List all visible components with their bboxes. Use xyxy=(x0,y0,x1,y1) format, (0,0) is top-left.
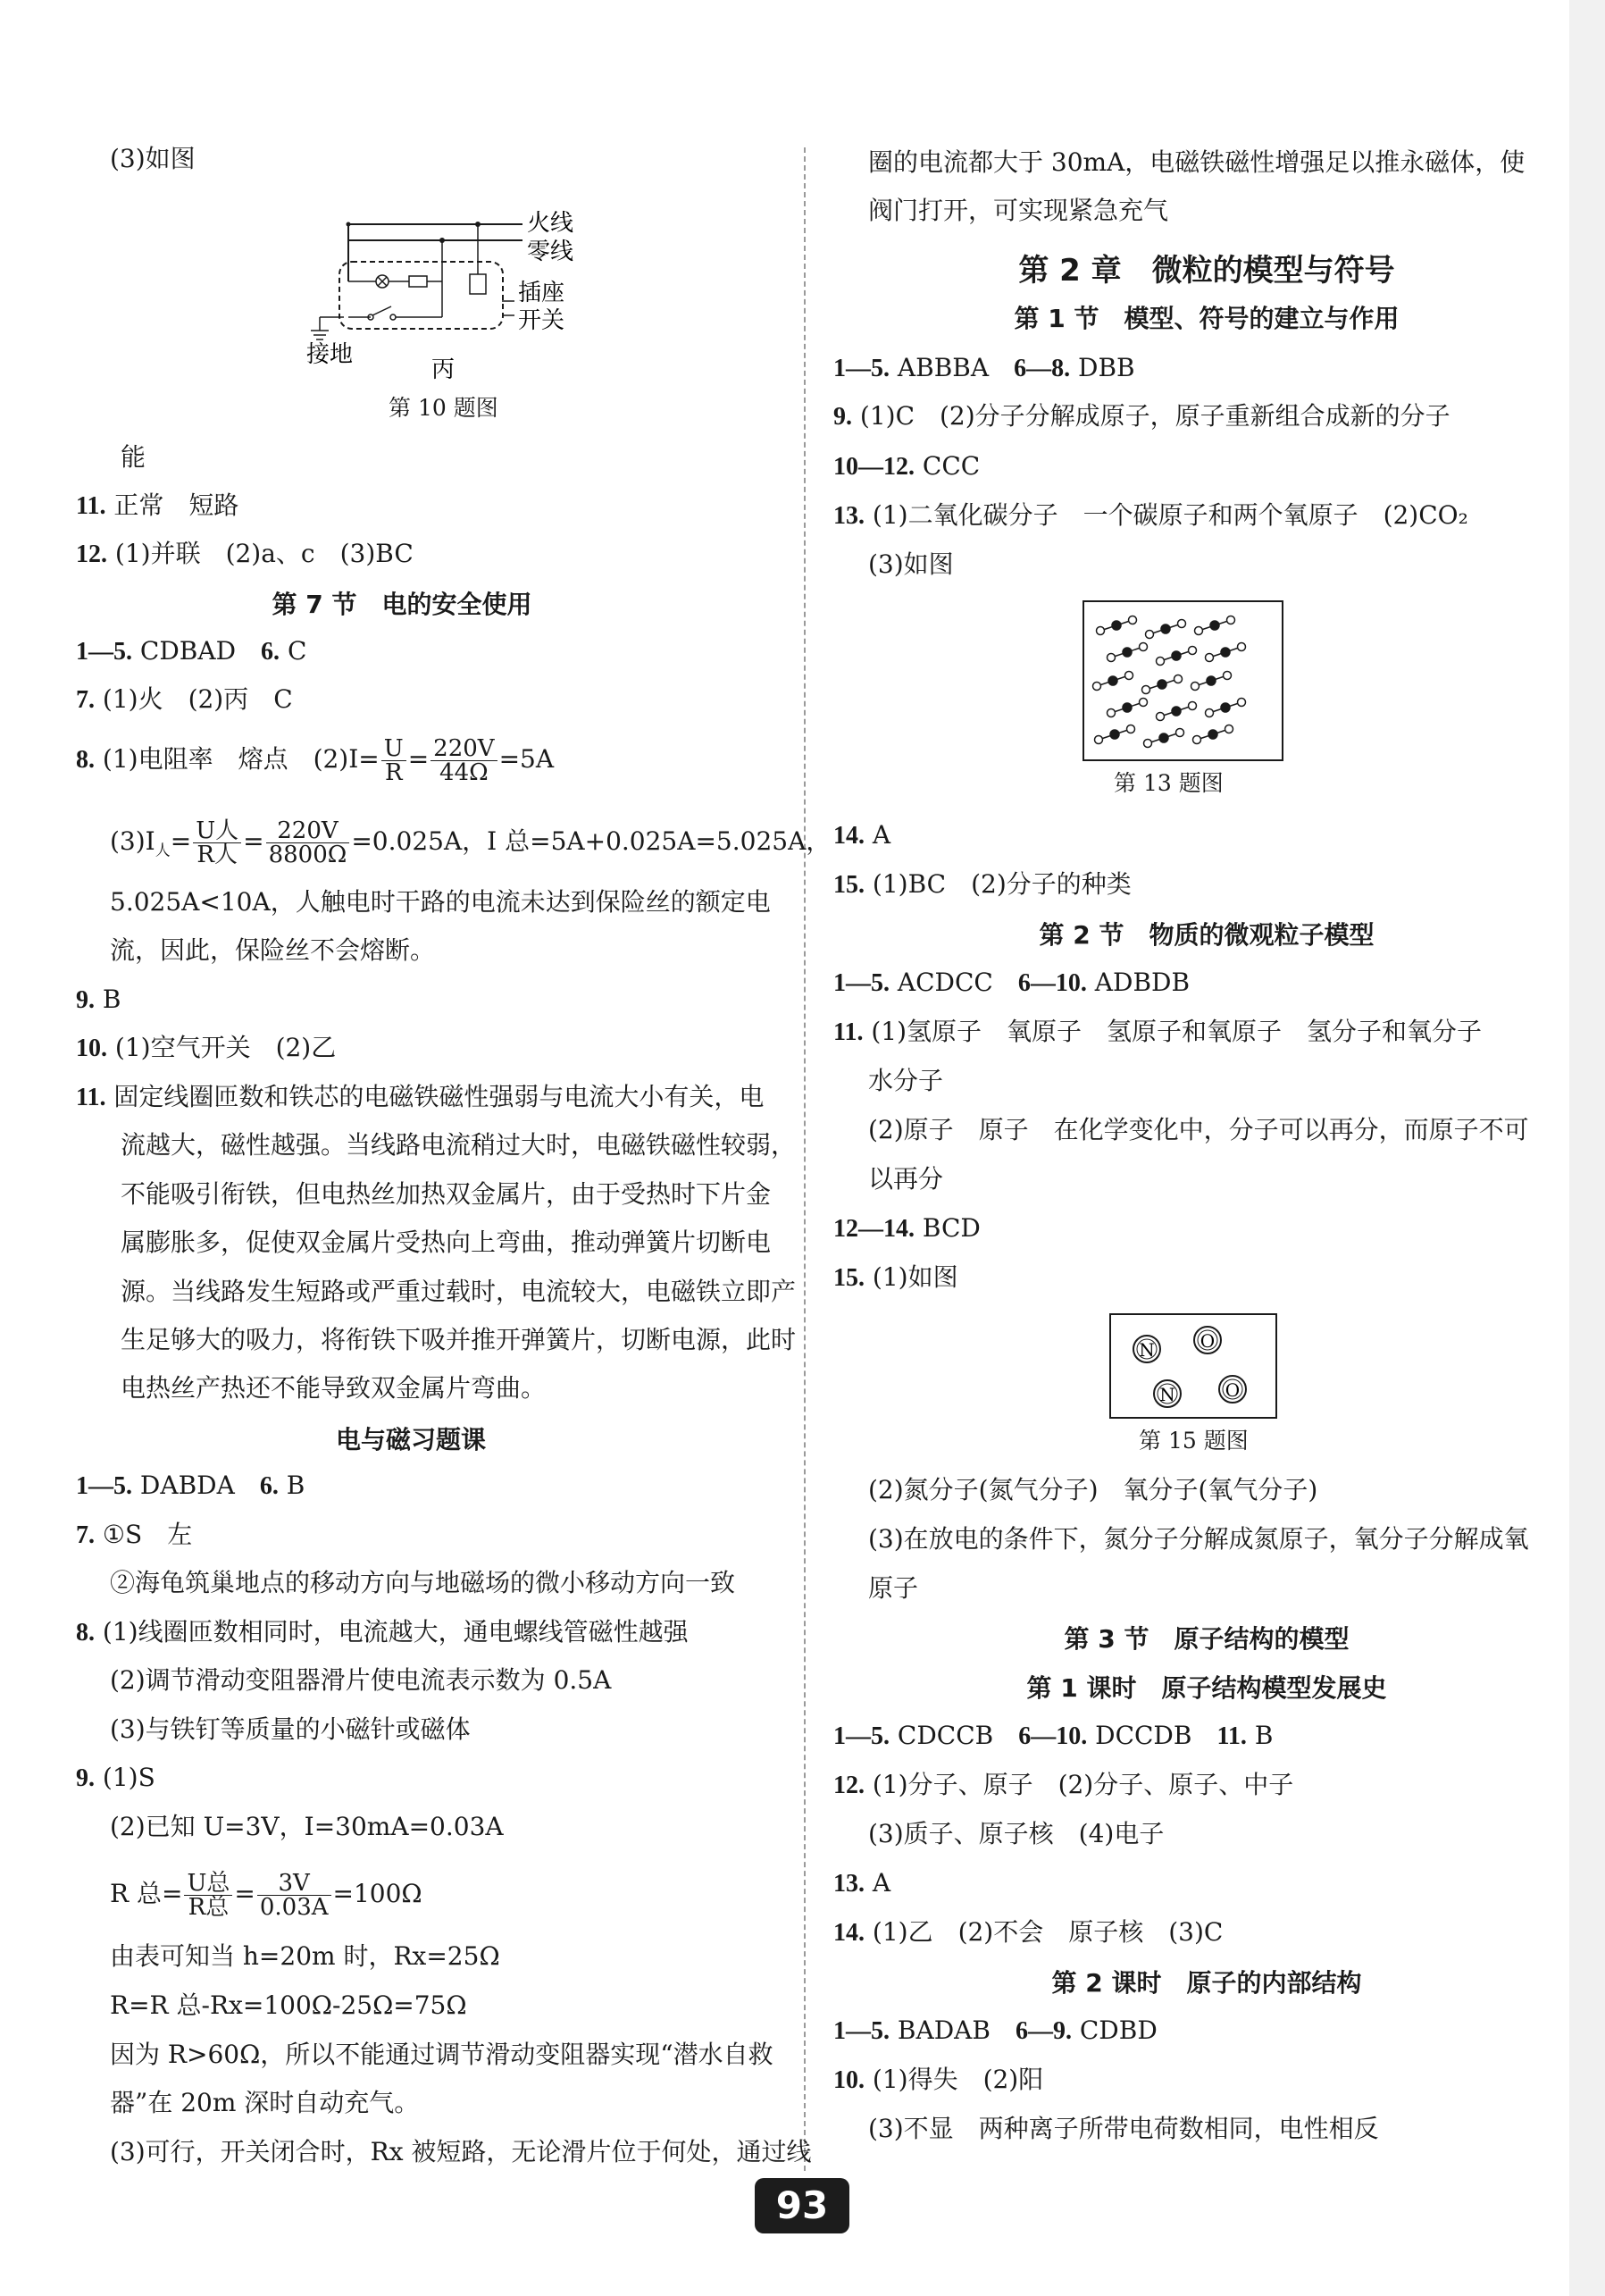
answer-review-1-6 xyxy=(76,1468,305,1504)
denominator: 8800Ω xyxy=(268,842,347,868)
text-line: R=R 总-Rx=100Ω-25Ω=75Ω xyxy=(110,1990,467,2020)
oxygen-atom xyxy=(1189,702,1197,710)
q-number: 1—5. xyxy=(833,355,890,382)
carbon-atom xyxy=(1221,703,1230,712)
q-number: 11. xyxy=(76,492,106,520)
text-line: 5.025A<10A，人触电时干路的电流未达到保险丝的额定电 xyxy=(110,887,771,917)
answer-text: (1)电阻率 熔点 (2)I= xyxy=(102,744,380,774)
answer-text: R 总= xyxy=(110,1879,183,1908)
denominator: 0.03A xyxy=(259,1894,329,1921)
answer-11 xyxy=(833,1014,1482,1051)
numerator: U总 xyxy=(184,1872,232,1896)
carbon-atom xyxy=(1123,703,1132,712)
figure-13-molecule-model xyxy=(1083,600,1283,761)
q-number: 12—14. xyxy=(833,1215,915,1243)
answer-1-6 xyxy=(76,633,306,670)
answer-text: ADBDB xyxy=(1094,968,1191,997)
answer-review-7 xyxy=(76,1517,192,1554)
fraction-3v-over-003a xyxy=(257,1872,331,1919)
text-line: (3)可行，开关闭合时，Rx 被短路，无论滑片位于何处，通过线 xyxy=(110,2137,812,2166)
oxygen-atom xyxy=(1108,654,1116,662)
oxygen-atom xyxy=(1176,729,1184,737)
numerator: 220V xyxy=(431,737,497,761)
oxygen-atom xyxy=(1225,725,1233,733)
carbon-atom xyxy=(1221,648,1230,657)
atom-label-o1: O xyxy=(1200,1330,1216,1352)
q-number: 6. xyxy=(261,638,280,666)
section-heading-7: 第 7 节 电的安全使用 xyxy=(272,590,532,619)
q-number: 10. xyxy=(833,2066,865,2094)
answer-text: =100Ω xyxy=(332,1879,422,1908)
label-socket: 插座 xyxy=(518,280,565,306)
text-line: 不能吸引衔铁，但电热丝加热双金属片，由于受热时下片金 xyxy=(121,1179,772,1209)
answer-text: CDCCB xyxy=(897,1721,994,1750)
oxygen-atom xyxy=(1129,616,1137,624)
q-number: 12. xyxy=(833,1772,865,1799)
fraction-u-over-r-body xyxy=(193,819,241,867)
answer-text: 正常 短路 xyxy=(113,490,239,520)
answer-13 xyxy=(833,498,1468,534)
answer-text: CCC xyxy=(922,451,981,481)
oxygen-atom xyxy=(1224,672,1232,680)
answer-14 xyxy=(833,817,890,854)
q-number: 14. xyxy=(833,1919,865,1947)
answer-11-essay xyxy=(76,1079,764,1116)
text-line: 因为 R>60Ω，所以不能通过调节滑动变阻器实现“潜水自救 xyxy=(110,2040,773,2069)
carbon-atom xyxy=(1123,648,1132,657)
nitrogen-atom xyxy=(1133,1336,1160,1362)
answer-text: DABDA xyxy=(139,1471,235,1500)
fraction-220-over-8800 xyxy=(266,819,350,867)
q-number: 10—12. xyxy=(833,453,915,481)
q-number: 13. xyxy=(833,1870,865,1898)
switch-symbol xyxy=(372,306,391,315)
atom-label-n1: N xyxy=(1139,1339,1155,1361)
label-switch: 开关 xyxy=(518,307,565,334)
answer-review-8 xyxy=(76,1614,689,1651)
q-number: 6. xyxy=(259,1472,279,1500)
answer-review-9 xyxy=(76,1760,155,1797)
numerator: 220V xyxy=(266,819,350,843)
answer-text: B xyxy=(1254,1721,1274,1750)
answer-text: (1)氢原子 氧原子 氢原子和氧原子 氢分子和氧分子 xyxy=(871,1017,1483,1046)
answer-text: (1)S xyxy=(102,1763,155,1792)
nitrogen-atom xyxy=(1154,1380,1181,1407)
text-line: (3)与铁钉等质量的小磁针或磁体 xyxy=(110,1714,471,1744)
section-heading-3: 第 3 节 原子结构的模型 xyxy=(1064,1624,1350,1654)
text-line: (3)在放电的条件下，氮分子分解成氮原子，氧分子分解成氧 xyxy=(868,1524,1529,1554)
answer-text: (1)空气开关 (2)乙 xyxy=(114,1033,337,1062)
oxygen-atom xyxy=(1238,643,1246,651)
answer-text: (1)线圈匝数相同时，电流越大，通电螺线管磁性越强 xyxy=(102,1617,689,1647)
q-number: 12. xyxy=(76,540,107,568)
label-bing: 丙 xyxy=(431,356,456,383)
answer-text: =0.025A，I 总=5A+0.025A=5.025A， xyxy=(351,826,832,856)
oxygen-atom xyxy=(1157,713,1165,721)
q-number: 6—10. xyxy=(1018,1722,1088,1750)
text-line: 流越大，磁性越强。当线路电流稍过大时，电磁铁磁性较弱， xyxy=(121,1130,797,1160)
answer-text: (1)如图 xyxy=(872,1262,958,1292)
answer-12 xyxy=(833,1767,1293,1804)
answer-text: 固定线圈匝数和铁芯的电磁铁磁性强弱与电流大小有关，电 xyxy=(113,1082,765,1111)
answer-text: B xyxy=(102,985,121,1014)
text-line: 器”在 20m 深时自动充气。 xyxy=(110,2088,420,2117)
answer-text: BCD xyxy=(922,1213,981,1243)
answer-text: (3)I xyxy=(110,826,155,856)
answer-text: B xyxy=(286,1471,305,1500)
answer-text: A xyxy=(872,1868,891,1898)
carbon-atom xyxy=(1172,707,1181,716)
text-line: (2)调节滑动变阻器滑片使电流表示数为 0.5A xyxy=(110,1665,612,1695)
oxygen-atom xyxy=(1146,631,1154,639)
denominator: 44Ω xyxy=(439,759,489,786)
answer-text: (1)火 (2)丙 C xyxy=(102,684,293,714)
resistor-symbol xyxy=(409,276,427,287)
fraction-u-over-r-total xyxy=(184,1872,232,1919)
answer-1-9 xyxy=(833,2013,1158,2049)
answer-text: (1)并联 (2)a、c (3)BC xyxy=(114,539,414,568)
page-number: 93 xyxy=(755,2178,849,2233)
answer-1-10 xyxy=(833,965,1190,1001)
section-heading-2: 第 2 节 物质的微观粒子模型 xyxy=(1039,920,1375,950)
answer-text: C xyxy=(287,636,307,666)
answer-text: CDBAD xyxy=(139,636,237,666)
denominator: R xyxy=(384,759,403,786)
equals: = xyxy=(170,826,192,856)
denominator: R人 xyxy=(196,842,238,868)
label-ground: 接地 xyxy=(306,341,354,368)
section-heading-1: 第 1 节 模型、符号的建立与作用 xyxy=(1014,304,1400,333)
answer-7 xyxy=(76,682,293,718)
q-number: 8. xyxy=(76,1619,95,1647)
oxygen-atom xyxy=(1191,683,1200,691)
figure-10-caption: 第 10 题图 xyxy=(389,395,498,421)
oxygen-atom xyxy=(1095,736,1103,744)
q-number: 6—10. xyxy=(1017,969,1087,997)
figure-10-circuit-diagram xyxy=(304,192,607,389)
text-line: (2)氮分子(氮气分子) 氧分子(氧气分子) xyxy=(868,1475,1318,1504)
oxygen-atom xyxy=(1174,675,1183,683)
answer-10b xyxy=(833,2062,1043,2099)
text-line: (2)已知 U=3V，I=30mA=0.03A xyxy=(110,1812,504,1841)
carbon-atom xyxy=(1172,651,1181,660)
carbon-atom xyxy=(1158,680,1166,689)
answer-text: (1)得失 (2)阳 xyxy=(872,2065,1044,2094)
oxygen-atom xyxy=(1238,699,1246,707)
text-line: 由表可知当 h=20m 时，Rx=25Ω xyxy=(110,1941,500,1971)
answer-13b xyxy=(833,1865,890,1902)
answer-8 xyxy=(76,737,554,784)
text-line: 源。当线路发生短路或严重过载时，电流较大，电磁铁立即产 xyxy=(121,1277,797,1306)
text-line: 阀门打开，可实现紧急充气 xyxy=(868,196,1169,225)
figure-15-atoms-model xyxy=(1109,1313,1277,1419)
q-number: 9. xyxy=(833,403,852,431)
answer-15b xyxy=(833,1260,958,1296)
column-divider xyxy=(804,147,806,2171)
q-number: 9. xyxy=(76,1764,95,1792)
carbon-atom xyxy=(1110,730,1119,739)
q-number: 11. xyxy=(76,1084,106,1111)
oxygen-atom xyxy=(1195,627,1203,635)
fraction-220-over-44 xyxy=(431,737,497,784)
q-number: 9. xyxy=(76,986,95,1014)
text-line: 原子 xyxy=(868,1573,919,1603)
text-line: (3)质子、原子核 (4)电子 xyxy=(868,1819,1165,1848)
equals: = xyxy=(407,744,430,774)
answer-text: (1)二氧化碳分子 一个碳原子和两个氧原子 (2)CO₂ xyxy=(872,500,1468,530)
carbon-atom xyxy=(1161,624,1170,633)
q-number: 11. xyxy=(1216,1722,1247,1750)
oxygen-atom xyxy=(1178,620,1186,628)
label-neutral: 零线 xyxy=(527,239,574,265)
oxygen-atom xyxy=(1140,643,1148,651)
figure-13-caption: 第 13 题图 xyxy=(1114,770,1224,796)
answer-text: A xyxy=(872,820,891,850)
carbon-atom xyxy=(1108,676,1117,685)
answer-text: (1)C (2)分子分解成原子，原子重新组合成新的分子 xyxy=(859,401,1450,431)
answer-r-total: R 总= $\frac{\text{U总}}{\text{R总}}$ = $\frac{3V}{0.03A}$ =100Ω xyxy=(110,1870,422,1921)
text-line: 水分子 xyxy=(868,1066,944,1095)
oxygen-atom xyxy=(1193,736,1201,744)
oxygen-atom xyxy=(1219,1376,1246,1403)
oxygen-atom xyxy=(1093,683,1101,691)
q-number: 13. xyxy=(833,502,865,530)
answer-text: BADAB xyxy=(897,2015,991,2045)
q-number: 7. xyxy=(76,1521,95,1549)
answer-text: (1)乙 (2)不会 原子核 (3)C xyxy=(872,1917,1224,1947)
carbon-atom xyxy=(1208,730,1217,739)
numerator: 3V xyxy=(257,1872,331,1896)
lesson-heading-1: 第 1 课时 原子结构模型发展史 xyxy=(1026,1673,1387,1703)
oxygen-atom xyxy=(1206,654,1214,662)
numerator: U人 xyxy=(193,819,241,843)
text-line: 生足够大的吸力，将衔铁下吸并推开弹簧片，切断电源，此时 xyxy=(121,1325,797,1354)
oxygen-atom xyxy=(1157,658,1165,666)
numerator: U xyxy=(381,737,406,761)
q-number: 11. xyxy=(833,1018,864,1046)
answer-12-14 xyxy=(833,1211,981,1247)
text-line: 圈的电流都大于 30mA，电磁铁磁性增强足以推永磁体，使 xyxy=(868,147,1526,177)
atom-label-o2: O xyxy=(1225,1379,1241,1401)
lesson-heading-2: 第 2 课时 原子的内部结构 xyxy=(1051,1968,1362,1998)
answer-text: (1)BC (2)分子的种类 xyxy=(872,869,1132,899)
q-number: 6—8. xyxy=(1014,355,1071,382)
oxygen-atom xyxy=(1140,699,1148,707)
carbon-atom xyxy=(1112,621,1121,630)
answer-text: ①S 左 xyxy=(102,1520,193,1549)
q-number: 7. xyxy=(76,686,95,714)
chapter-heading: 第 2 章 微粒的模型与符号 xyxy=(1018,253,1395,289)
answer-text: DBB xyxy=(1078,353,1135,382)
oxygen-atom xyxy=(1125,672,1133,680)
subscript: 人 xyxy=(155,842,171,860)
label-live: 火线 xyxy=(527,210,574,237)
oxygen-atom xyxy=(1127,725,1135,733)
oxygen-atom xyxy=(1108,709,1116,717)
q10-3-line: (3)如图 xyxy=(110,144,196,173)
atom-label-n2: N xyxy=(1159,1384,1175,1405)
answer-11 xyxy=(76,488,238,524)
q-number: 1—5. xyxy=(76,1472,132,1500)
answer-12 xyxy=(76,536,414,573)
answer-text: ACDCC xyxy=(897,968,993,997)
answer-10-12 xyxy=(833,448,980,485)
carbon-atom xyxy=(1207,676,1216,685)
text-line: 流，因此，保险丝不会熔断。 xyxy=(110,935,436,965)
carbon-atom xyxy=(1210,621,1219,630)
answer-9 xyxy=(833,398,1450,435)
text-line: 属膨胀多，促使双金属片受热向上弯曲，推动弹簧片切断电 xyxy=(121,1228,772,1257)
page-edge-shade xyxy=(1569,0,1605,2296)
oxygen-atom xyxy=(1189,647,1197,655)
oxygen-atom xyxy=(1206,709,1214,717)
q-number: 1—5. xyxy=(833,2017,890,2045)
oxygen-atom xyxy=(1227,616,1235,624)
answer-text: (1)分子、原子 (2)分子、原子、中子 xyxy=(872,1770,1294,1799)
answer-14b xyxy=(833,1915,1223,1951)
q-number: 1—5. xyxy=(76,638,132,666)
carbon-atom xyxy=(1159,733,1168,742)
answer-15 xyxy=(833,867,1132,903)
oxygen-atom xyxy=(1194,1327,1221,1353)
q-number: 1—5. xyxy=(833,1722,890,1750)
text-line: (2)原子 原子 在化学变化中，分子可以再分，而原子不可 xyxy=(868,1115,1529,1144)
text-line: (3)如图 xyxy=(868,549,954,579)
answer-10 xyxy=(76,1030,336,1067)
figure-15-caption: 第 15 题图 xyxy=(1139,1428,1249,1454)
text-line: (3)不显 两种离子所带电荷数相同，电性相反 xyxy=(868,2114,1379,2143)
answer-1-8 xyxy=(833,350,1135,387)
fraction-u-over-r xyxy=(381,737,406,784)
answer-text: =5A xyxy=(498,744,555,774)
q-number: 14. xyxy=(833,822,865,850)
oxygen-atom xyxy=(1097,627,1105,635)
q-number: 15. xyxy=(833,871,865,899)
answer-8-3: $(3)I_人=$ $\frac{\text{U人}}{\text{R人}}$ = $\frac{220V}{8800\Omega}$ =0.025A，I 总=5A+0.025A=5.025A， xyxy=(110,817,832,868)
section-heading-review: 电与磁习题课 xyxy=(335,1425,486,1454)
q-number: 1—5. xyxy=(833,969,890,997)
text-line: 能 xyxy=(121,442,146,472)
oxygen-atom xyxy=(1142,686,1150,694)
answer-text: CDBD xyxy=(1079,2015,1158,2045)
text-line: ②海龟筑巢地点的移动方向与地磁场的微小移动方向一致 xyxy=(110,1568,736,1597)
answer-9 xyxy=(76,982,121,1018)
q-number: 10. xyxy=(76,1035,107,1062)
q-number: 6—9. xyxy=(1015,2017,1072,2045)
text-line: 以再分 xyxy=(868,1164,944,1194)
oxygen-atom xyxy=(1144,740,1152,748)
text-line: 电热丝产热还不能导致双金属片弯曲。 xyxy=(121,1373,547,1403)
answer-text: ABBBA xyxy=(897,353,990,382)
q-number: 8. xyxy=(76,746,95,774)
q-number: 15. xyxy=(833,1264,865,1292)
answer-text: DCCDB xyxy=(1095,1721,1192,1750)
denominator: R总 xyxy=(188,1894,230,1921)
answer-1-11 xyxy=(833,1718,1273,1755)
socket-symbol xyxy=(470,274,486,294)
